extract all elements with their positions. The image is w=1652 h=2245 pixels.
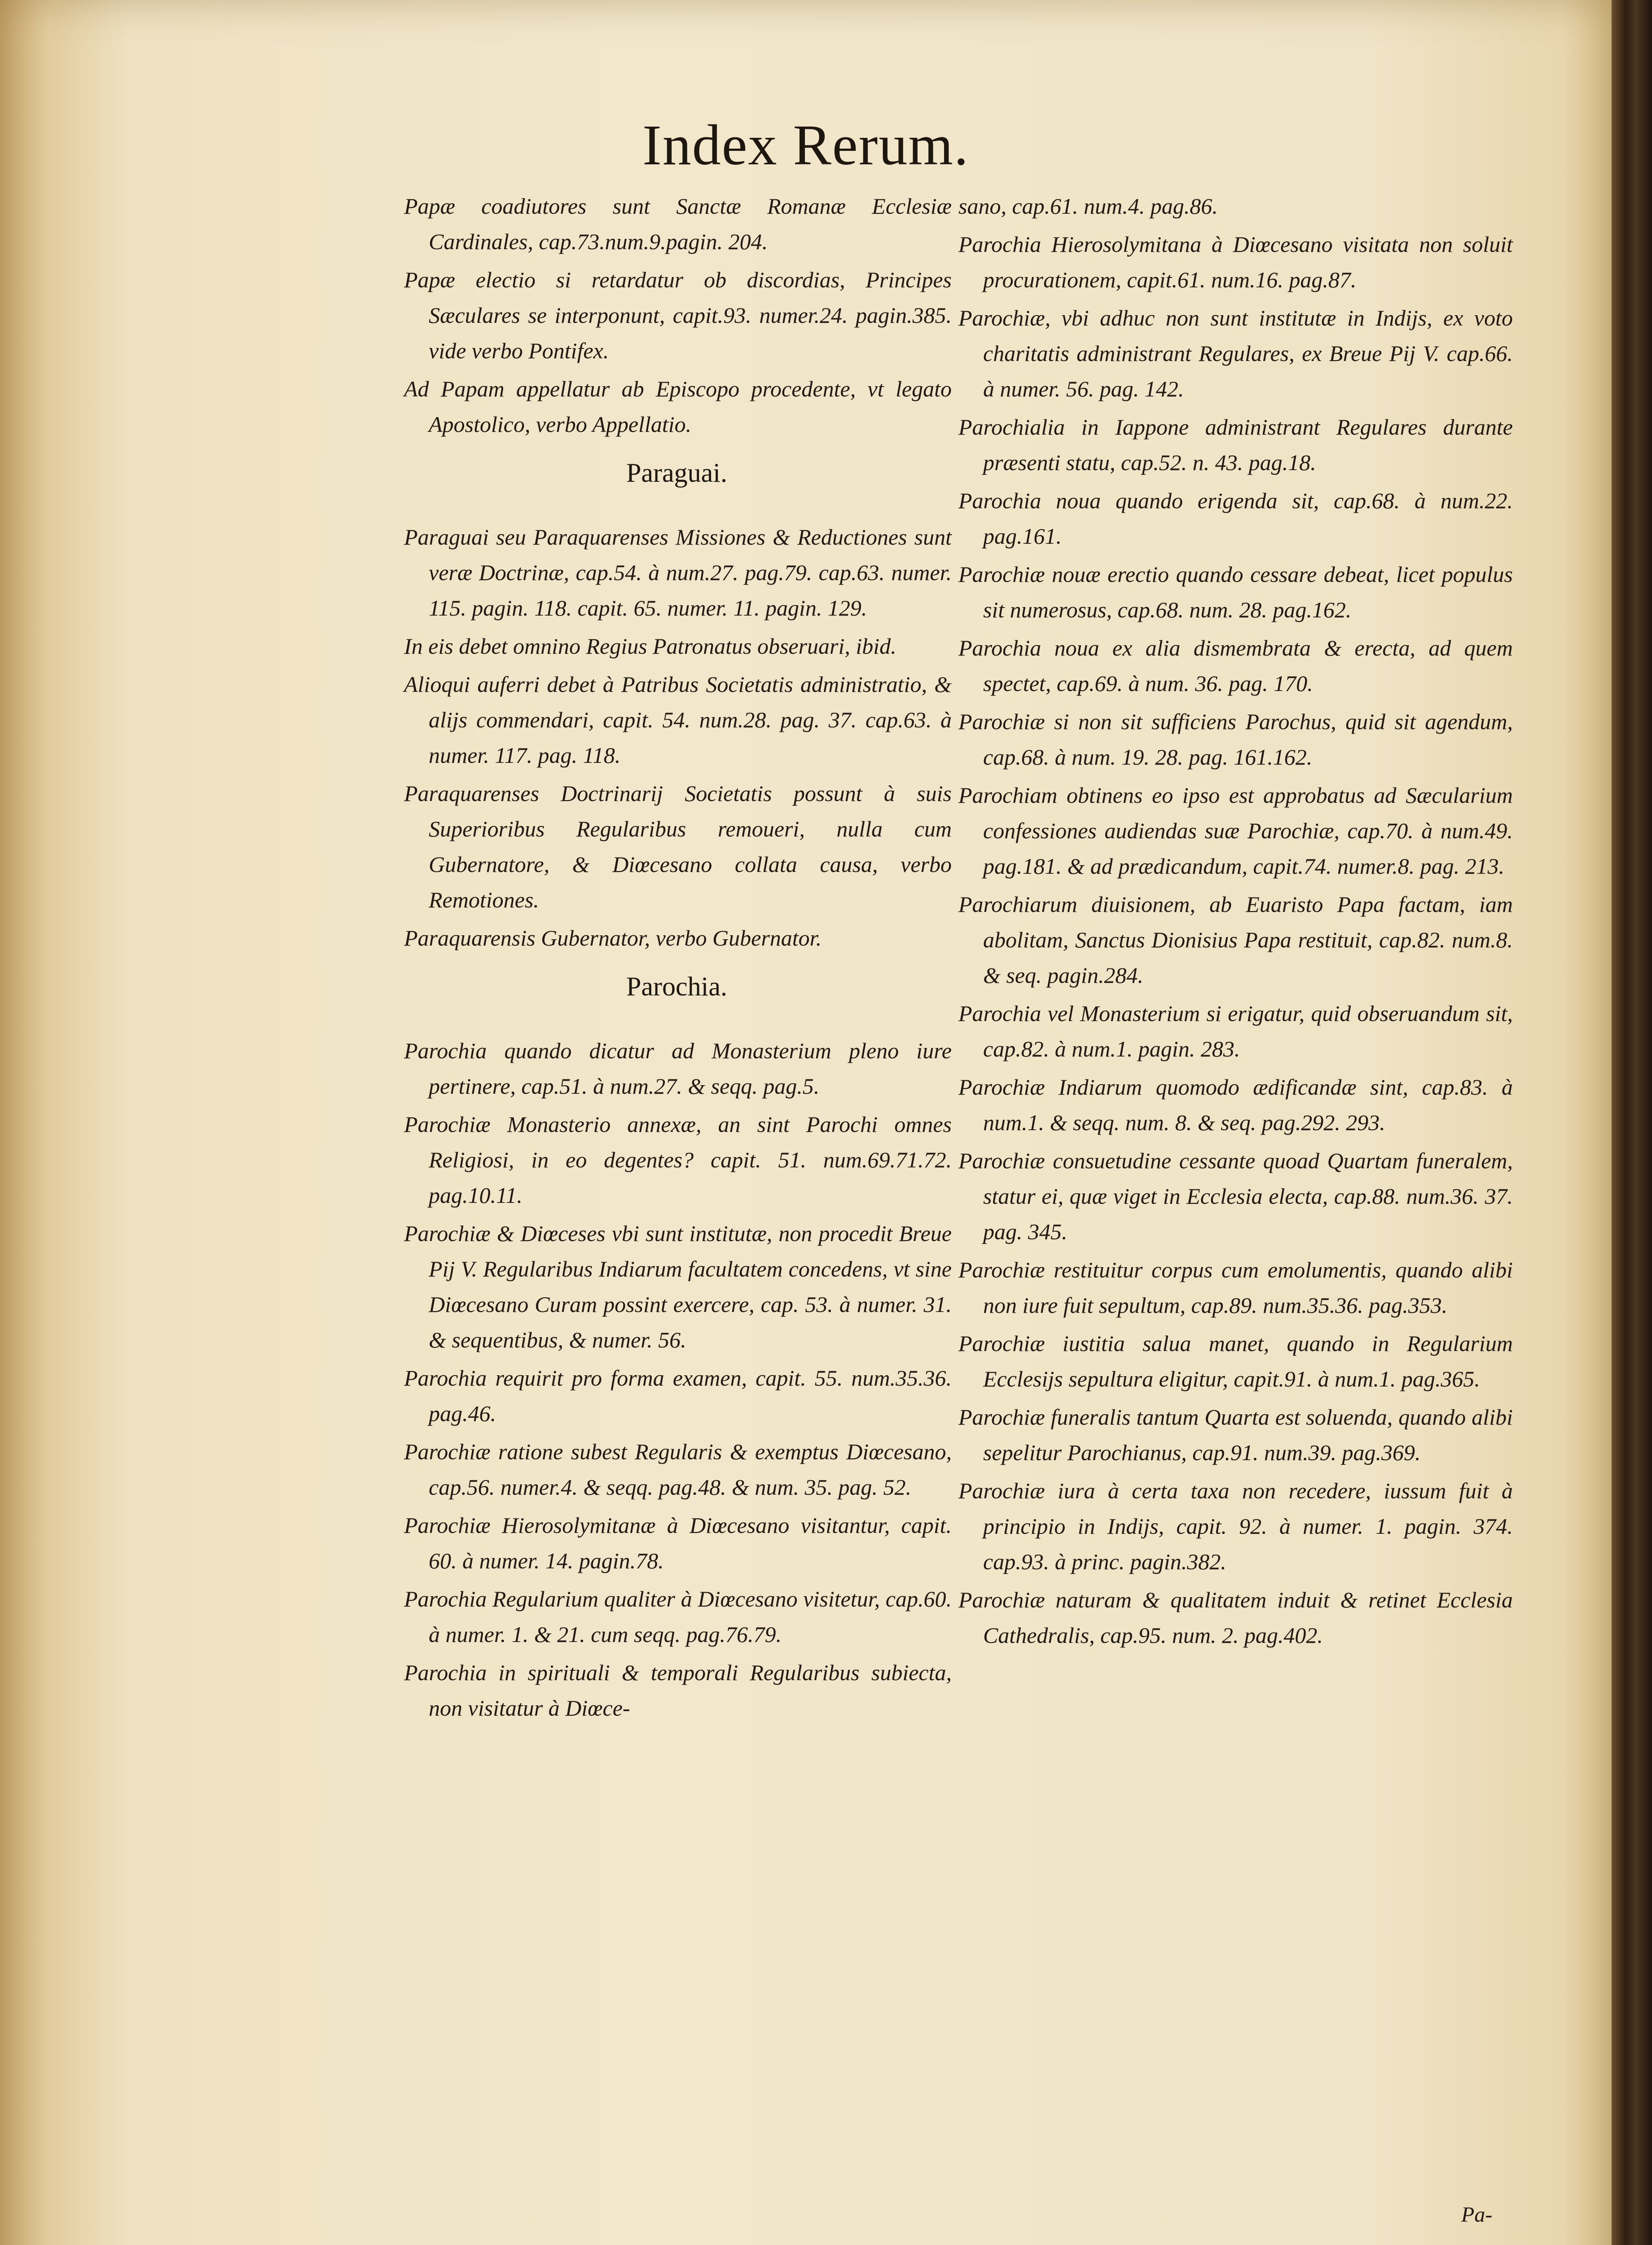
index-entry: Parochiæ si non sit sufficiens Parochus, quid sit agendum, cap.68. à num. 19. 28. pag. 161.162. — [958, 709, 1513, 770]
index-entry: Parochia requirit pro forma examen, capit. 55. num.35.36. pag.46. — [404, 1365, 952, 1426]
page-title: Index Rerum. — [642, 113, 969, 177]
index-entry: Parochia noua quando erigenda sit, cap.68. à num.22. pag.161. — [958, 488, 1513, 549]
index-entry: In eis debet omnino Regius Patronatus obseruari, ibid. — [404, 634, 896, 659]
index-entry: Parochialia in Iappone administrant Regulares durante præsenti statu, cap.52. n. 43. pag.18. — [958, 414, 1513, 475]
index-entry: Paraquarensis Gubernator, verbo Gubernator. — [404, 925, 822, 951]
index-entry: Parochia quando dicatur ad Monasterium pleno iure pertinere, cap.51. à num.27. & seqq. pag.5. — [404, 1038, 952, 1099]
index-entry: Paraquarenses Doctrinarij Societatis possunt à suis Superioribus Regularibus remoueri, nulla cum Gubernatore, & Diœcesano collata causa, verbo Remotiones. — [404, 781, 952, 912]
index-entry: Parochiæ consuetudine cessante quoad Quartam funeralem, statur ei, quæ viget in Ecclesia electa, cap.88. num.36. 37. pag. 345. — [958, 1148, 1513, 1244]
index-entry: Parochia in spirituali & temporali Regularibus subiecta, non visitatur à Diœce- — [404, 1660, 952, 1721]
index-entry: Parochia vel Monasterium si erigatur, quid obseruandum sit, cap.82. à num.1. pagin. 283. — [958, 1001, 1513, 1061]
index-entry: Parochiæ ratione subest Regularis & exemptus Diœcesano, cap.56. numer.4. & seqq. pag.48. & num. 35. pag. 52. — [404, 1439, 952, 1500]
index-entry: Parochia Hierosolymitana à Diœcesano visitata non soluit procurationem, capit.61. num.16. pag.87. — [958, 232, 1513, 292]
index-entry: Parochiæ iustitia salua manet, quando in Regularium Ecclesijs sepultura eligitur, capit.91. à num.1. pag.365. — [958, 1331, 1513, 1391]
book-spine-edge — [1612, 0, 1652, 2245]
index-entry: Parochiæ Indiarum quomodo ædificandæ sint, cap.83. à num.1. & seqq. num. 8. & seq. pag.292. 293. — [958, 1074, 1513, 1135]
index-entry: Papæ coadiutores sunt Sanctæ Romanæ Ecclesiæ Cardinales, cap.73.num.9.pagin. 204. — [404, 194, 952, 254]
index-entry: Parochiæ & Diœceses vbi sunt institutæ, non procedit Breue Pij V. Regularibus Indiarum facultatem concedens, vt sine Diœcesano Curam possint exercere, cap. 53. à numer. 31. & sequentibus, & numer. 56. — [404, 1221, 952, 1352]
index-entry: Ad Papam appellatur ab Episcopo procedente, vt legato Apostolico, verbo Appellatio. — [404, 376, 952, 437]
index-entry: Parochiæ naturam & qualitatem induit & retinet Ecclesia Cathedralis, cap.95. num. 2. pag.402. — [958, 1587, 1513, 1648]
section-heading: Parochia. — [626, 972, 727, 1001]
index-entry: sano, cap.61. num.4. pag.86. — [958, 194, 1218, 219]
index-column-right — [956, 189, 1513, 1656]
index-entry: Parochia Regularium qualiter à Diœcesano visitetur, cap.60. à numer. 1. & 21. cum seqq. pag.76.79. — [404, 1586, 952, 1647]
index-entry: Parochiæ nouæ erectio quando cessare debeat, licet populus sit numerosus, cap.68. num. 28. pag.162. — [958, 562, 1513, 622]
index-entry: Parochiæ, vbi adhuc non sunt institutæ in Indijs, ex voto charitatis administrant Regulares, ex Breue Pij V. cap.66. à numer. 56. pag. 142. — [958, 305, 1513, 401]
catchword: Pa- — [1461, 2203, 1493, 2227]
index-entry: Parochiæ funeralis tantum Quarta est soluenda, quando alibi sepelitur Parochianus, cap.91. num.39. pag.369. — [958, 1404, 1513, 1465]
index-entry: Paraguai seu Paraquarenses Missiones & Reductiones sunt veræ Doctrinæ, cap.54. à num.27. pag.79. cap.63. numer. 115. pagin. 118. capit. 65. numer. 11. pagin. 129. — [404, 524, 952, 621]
index-column-left — [402, 189, 952, 1729]
index-entry: Parochiarum diuisionem, ab Euaristo Papa factam, iam abolitam, Sanctus Dionisius Papa restituit, cap.82. num.8. & seq. pagin.284. — [958, 892, 1513, 988]
index-entry: Parochiæ restituitur corpus cum emolumentis, quando alibi non iure fuit sepultum, cap.89. num.35.36. pag.353. — [958, 1257, 1513, 1318]
index-entry: Parochiæ iura à certa taxa non recedere, iussum fuit à principio in Indijs, capit. 92. à numer. 1. pagin. 374. cap.93. à princ. pagin.382. — [958, 1478, 1513, 1574]
index-entry: Parochiæ Monasterio annexæ, an sint Parochi omnes Religiosi, in eo degentes? capit. 51. num.69.71.72. pag.10.11. — [404, 1112, 952, 1208]
index-entry: Papæ electio si retardatur ob discordias, Principes Sæculares se interponunt, capit.93. numer.24. pagin.385. vide verbo Pontifex. — [404, 267, 952, 363]
index-entry: Parochia noua ex alia dismembrata & erecta, ad quem spectet, cap.69. à num. 36. pag. 170. — [958, 635, 1513, 696]
section-heading: Paraguai. — [626, 458, 727, 488]
index-entry: Parochiæ Hierosolymitanæ à Diœcesano visitantur, capit. 60. à numer. 14. pagin.78. — [404, 1513, 952, 1573]
index-entry: Alioqui auferri debet à Patribus Societatis administratio, & alijs commendari, capit. 54. num.28. pag. 37. cap.63. à numer. 117. pag. 118. — [404, 672, 952, 768]
index-entry: Parochiam obtinens eo ipso est approbatus ad Sæcularium confessiones audiendas suæ Parochiæ, cap.70. à num.49. pag.181. & ad prædicandum, capit.74. numer.8. pag. 213. — [958, 783, 1513, 879]
